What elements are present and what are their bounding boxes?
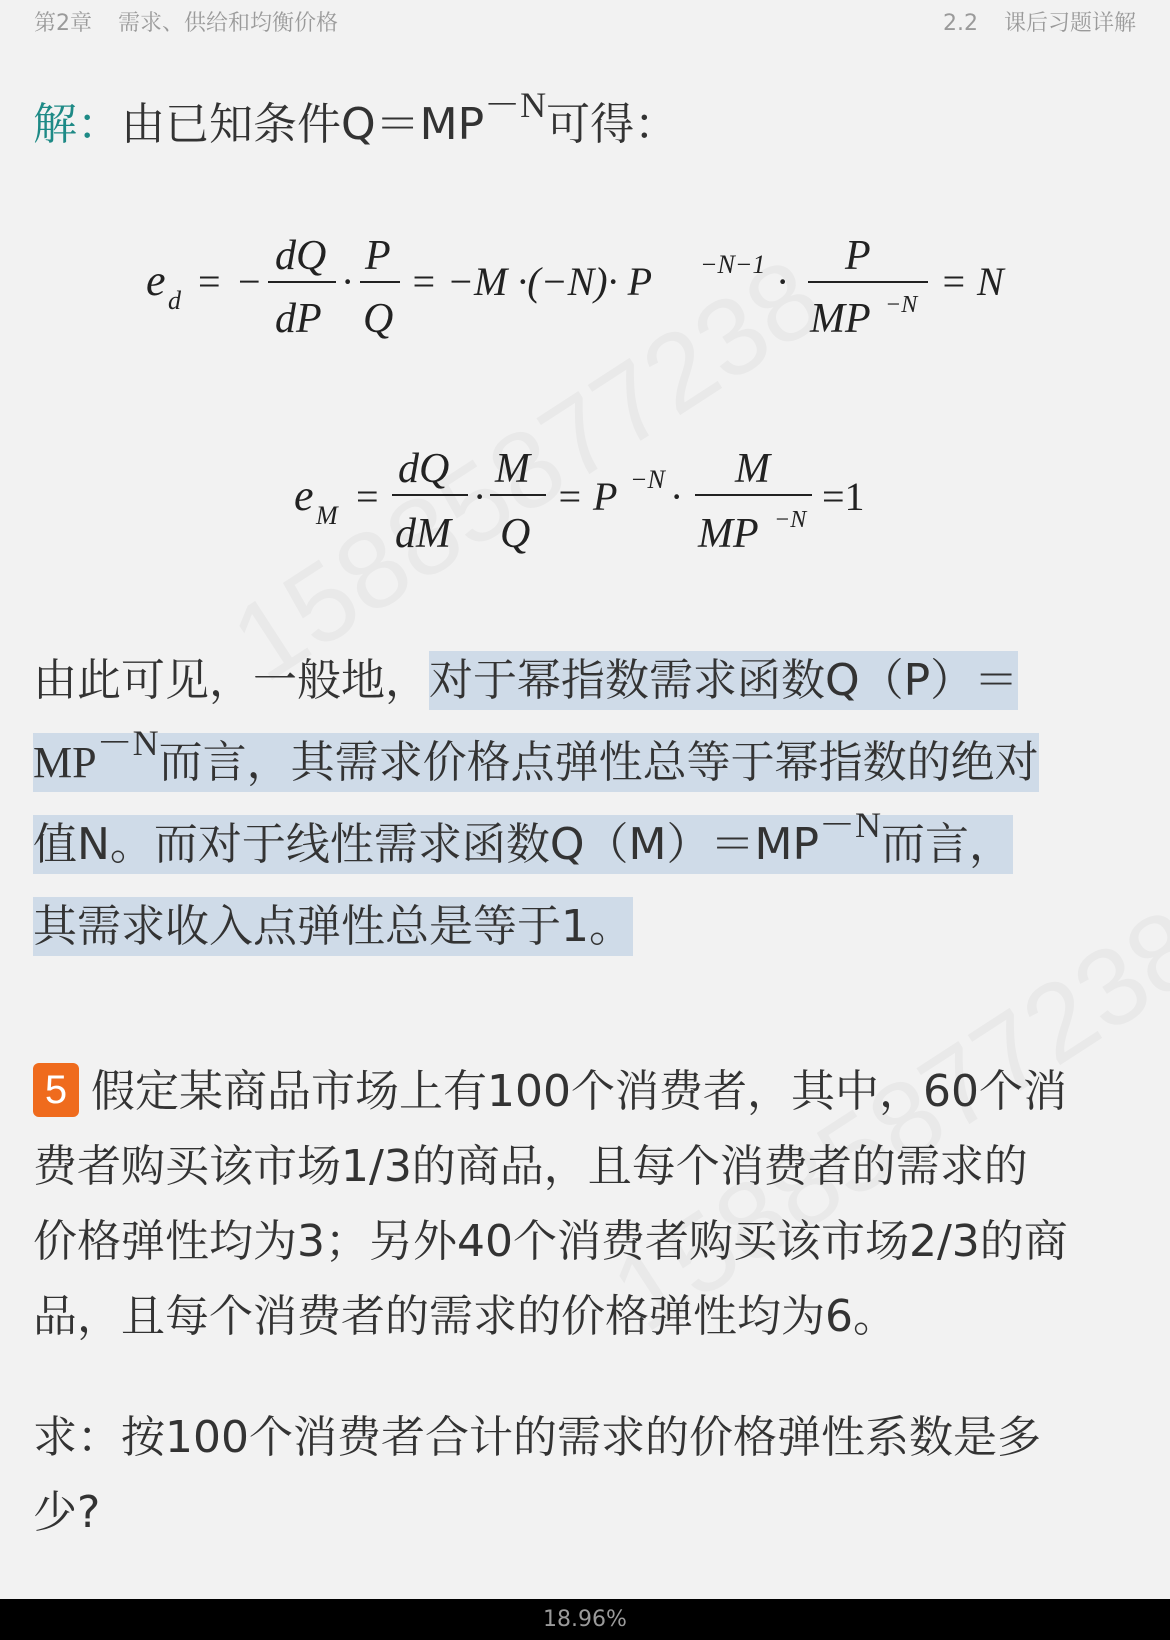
f2-result: =1 xyxy=(822,474,865,519)
conclusion-lead: 由此可见，一般地， xyxy=(33,655,429,706)
highlighted-text[interactable] xyxy=(33,723,1039,792)
conclusion-text: 而言， xyxy=(881,819,1014,870)
question-line-1 xyxy=(33,1054,1143,1129)
formula-price-elasticity xyxy=(0,215,1170,359)
f2-frac2-den: Q xyxy=(500,511,531,557)
question-paragraph xyxy=(33,1054,1143,1354)
conclusion-sup: －N xyxy=(96,723,159,763)
chapter-title xyxy=(34,6,338,37)
chapter-name: 需求、供给和均衡价格 xyxy=(118,11,339,36)
section-name: 课后习题详解 xyxy=(1003,11,1136,36)
conclusion-line-2 xyxy=(33,722,1143,804)
f1-frac2-den: Q xyxy=(363,296,394,342)
f2-middle-sup: −N xyxy=(630,465,665,494)
solution-intro xyxy=(33,84,1143,166)
conclusion-text: 值N。而对于线性需求函数Q（M）＝MP xyxy=(33,819,820,870)
f1-lhs: e xyxy=(146,256,166,305)
solution-text-main: 由已知条件Q＝MP xyxy=(121,99,485,150)
conclusion-paragraph xyxy=(33,640,1143,968)
page-header xyxy=(0,0,1170,44)
f2-frac1-den: dM xyxy=(395,511,451,557)
f1-minus: − xyxy=(238,259,261,304)
conclusion-line-1 xyxy=(33,640,1143,722)
question-ask-line-2: 少? xyxy=(33,1487,101,1538)
f2-lhs-sub: M xyxy=(316,501,338,530)
conclusion-mp: MP xyxy=(33,738,97,787)
f1-frac3-den: MP xyxy=(810,296,871,342)
question-number-badge: 5 xyxy=(33,1063,79,1117)
formula-income-elasticity xyxy=(0,430,1170,574)
f2-frac3-den-sup: −N xyxy=(774,507,807,533)
solution-text-sup: －N xyxy=(484,85,547,125)
f2-frac3-den: MP xyxy=(698,511,759,557)
f2-dot1: · xyxy=(473,474,487,519)
f1-dot1: · xyxy=(341,259,355,304)
reading-progress-bar xyxy=(0,1599,1170,1640)
question-text: 假定某商品市场上有100个消费者，其中，60个消 xyxy=(91,1066,1067,1117)
f2-eq: = xyxy=(356,474,379,519)
question-line-4: 品，且每个消费者的需求的价格弹性均为6。 xyxy=(33,1291,897,1342)
conclusion-line-4 xyxy=(33,886,1143,968)
f2-middle: = P xyxy=(556,474,618,519)
f2-dot2: · xyxy=(670,474,684,519)
f1-middle-sup: −N−1 xyxy=(700,250,766,279)
f1-frac3-num: P xyxy=(845,233,871,279)
conclusion-line-3 xyxy=(33,804,1143,886)
solution-text-tail: 可得： xyxy=(546,99,679,150)
conclusion-text: 而言，其需求价格点弹性总等于幂指数的绝对 xyxy=(158,737,1039,788)
solution-label: 解： xyxy=(33,99,121,150)
f1-eq: = xyxy=(198,259,221,304)
highlighted-text[interactable]: 对于幂指数需求函数Q（P）＝ xyxy=(429,651,1018,710)
chapter-number: 第2章 xyxy=(34,11,92,36)
f1-frac3-den-sup: −N xyxy=(885,292,918,318)
f1-frac1-num: dQ xyxy=(275,233,327,279)
f2-frac1-num: dQ xyxy=(398,446,450,492)
highlighted-text[interactable] xyxy=(33,805,1014,874)
f2-frac3-num: M xyxy=(735,446,770,492)
f1-frac2-num: P xyxy=(365,233,391,279)
f2-lhs: e xyxy=(294,471,314,520)
reading-progress: 18.96% xyxy=(543,1607,627,1632)
conclusion-sup: －N xyxy=(819,805,882,845)
section-number: 2.2 xyxy=(942,11,978,36)
f1-frac1-den: dP xyxy=(275,296,322,342)
question-ask xyxy=(33,1400,1143,1550)
section-title xyxy=(943,6,1136,37)
question-line-2: 费者购买该市场1/3的商品，且每个消费者的需求的 xyxy=(33,1141,1028,1192)
f1-result: = N xyxy=(940,259,1004,304)
question-ask-line-1: 求：按100个消费者合计的需求的价格弹性系数是多 xyxy=(33,1412,1041,1463)
solution-text xyxy=(121,85,679,150)
f1-lhs-sub: d xyxy=(168,286,181,315)
highlighted-text[interactable]: 其需求收入点弹性总是等于1。 xyxy=(33,897,633,956)
f1-dot2: · xyxy=(776,259,790,304)
f1-middle: = −M ·(−N)· P xyxy=(410,259,653,304)
question-line-3: 价格弹性均为3；另外40个消费者购买该市场2/3的商 xyxy=(33,1216,1068,1267)
f2-frac2-num: M xyxy=(495,446,530,492)
